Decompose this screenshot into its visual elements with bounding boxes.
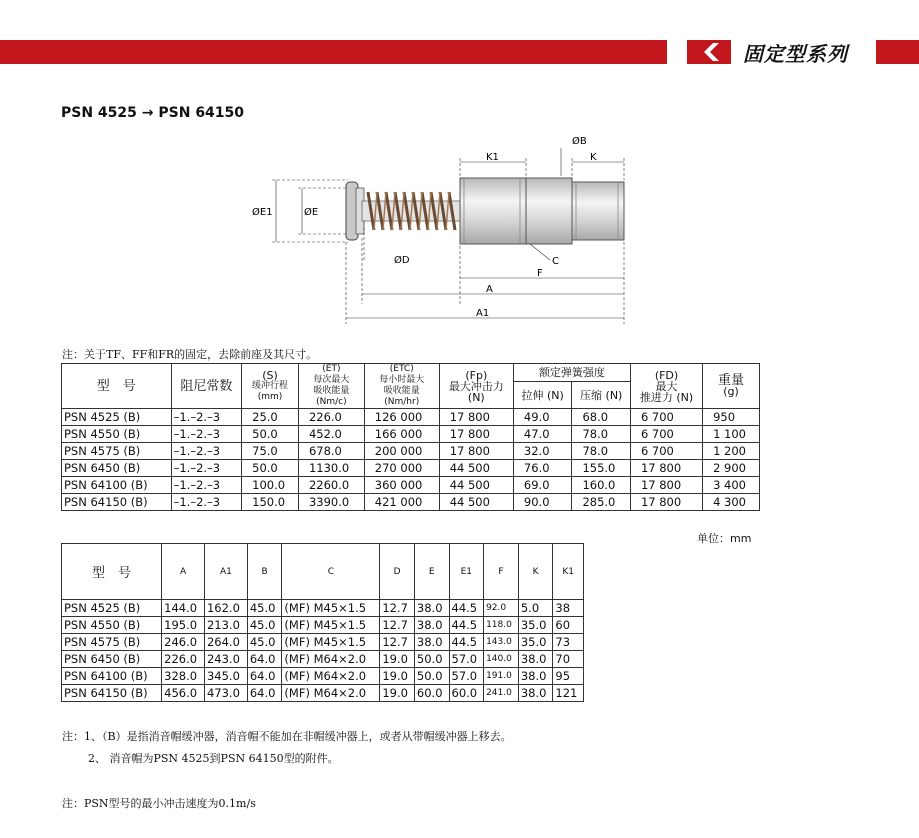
- table-cell: 6 700: [630, 443, 702, 460]
- table-cell: 1 200: [703, 443, 760, 460]
- table-cell: 44.5: [449, 600, 484, 617]
- dimension-table: [61, 543, 584, 702]
- table-cell: 421 000: [364, 494, 439, 511]
- table-cell: 78.0: [572, 443, 631, 460]
- table-cell: 345.0: [204, 668, 247, 685]
- table-cell: 70: [553, 651, 584, 668]
- table-cell: PSN 6450 (B): [62, 651, 162, 668]
- table-row: [62, 600, 584, 617]
- table-cell: 76.0: [513, 460, 572, 477]
- table-cell: 166 000: [364, 426, 439, 443]
- table-cell: 140.0: [484, 651, 519, 668]
- table-cell: (MF) M45×1.5: [282, 617, 380, 634]
- model-range-title: PSN 4525 → PSN 64150: [61, 105, 245, 121]
- table-cell: 47.0: [513, 426, 572, 443]
- label-a1: A1: [476, 308, 490, 319]
- column-header: K: [518, 544, 553, 600]
- table-cell: 38.0: [414, 600, 449, 617]
- table-cell: 73: [553, 634, 584, 651]
- table-cell: (MF) M45×1.5: [282, 600, 380, 617]
- table-cell: 3390.0: [298, 494, 364, 511]
- table-cell: 45.0: [247, 617, 282, 634]
- col-spring: 额定弹簧强度: [513, 364, 630, 382]
- table-cell: 17 800: [439, 426, 513, 443]
- col-fp: (Fp) 最大冲击力 (N): [439, 364, 513, 409]
- table-cell: (MF) M45×1.5: [282, 634, 380, 651]
- table-cell: 38: [553, 600, 584, 617]
- table-cell: –1.–2.–3: [171, 477, 242, 494]
- table-cell: PSN 4525 (B): [62, 600, 162, 617]
- table-cell: 270 000: [364, 460, 439, 477]
- table-cell: 264.0: [204, 634, 247, 651]
- table-cell: 160.0: [572, 477, 631, 494]
- table-cell: PSN 64100 (B): [62, 668, 162, 685]
- table-cell: 12.7: [380, 600, 415, 617]
- col-weight: 重量 (g): [703, 364, 760, 409]
- table-cell: 44.5: [449, 634, 484, 651]
- table-cell: 60.0: [414, 685, 449, 702]
- table-cell: 45.0: [247, 600, 282, 617]
- col-spring-ext: 拉伸 (N): [513, 382, 572, 409]
- table-cell: PSN 64150 (B): [62, 685, 162, 702]
- label-d: ØD: [394, 255, 410, 266]
- column-header: D: [380, 544, 415, 600]
- table-cell: 38.0: [518, 685, 553, 702]
- table-cell: 143.0: [484, 634, 519, 651]
- table-row: [62, 634, 584, 651]
- table-cell: 452.0: [298, 426, 364, 443]
- table-cell: 57.0: [449, 651, 484, 668]
- table-cell: 150.0: [242, 494, 299, 511]
- table-cell: 285.0: [572, 494, 631, 511]
- col-model: 型 号: [62, 364, 172, 409]
- table-cell: (MF) M64×2.0: [282, 685, 380, 702]
- col-damping: 阻尼常数: [171, 364, 242, 409]
- table-cell: PSN 4575 (B): [62, 634, 162, 651]
- table-cell: 243.0: [204, 651, 247, 668]
- table-cell: 144.0: [162, 600, 205, 617]
- table-cell: 60.0: [449, 685, 484, 702]
- table-cell: 456.0: [162, 685, 205, 702]
- col-spring-comp: 压缩 (N): [572, 382, 631, 409]
- table-cell: 45.0: [247, 634, 282, 651]
- table-cell: 68.0: [572, 409, 631, 426]
- table-cell: PSN 64150 (B): [62, 494, 172, 511]
- table-cell: 50.0: [414, 668, 449, 685]
- label-e1: ØE1: [252, 207, 273, 218]
- column-header: 型 号: [62, 544, 162, 600]
- table-cell: 241.0: [484, 685, 519, 702]
- table-cell: 35.0: [518, 634, 553, 651]
- table-cell: 64.0: [247, 668, 282, 685]
- table-row: [62, 443, 760, 460]
- table-cell: 1 100: [703, 426, 760, 443]
- table-cell: 17 800: [439, 409, 513, 426]
- col-stroke: (S) 缓冲行程 (mm): [242, 364, 299, 409]
- table-cell: 38.0: [518, 668, 553, 685]
- table-cell: 19.0: [380, 651, 415, 668]
- chevron-left-icon: [687, 40, 731, 64]
- table-cell: 3 400: [703, 477, 760, 494]
- label-a: A: [486, 284, 493, 295]
- table-cell: 17 800: [439, 443, 513, 460]
- table-cell: 44 500: [439, 460, 513, 477]
- column-header: F: [484, 544, 519, 600]
- table-cell: 17 800: [630, 477, 702, 494]
- table-row: [62, 685, 584, 702]
- column-header: C: [282, 544, 380, 600]
- table-row: [62, 409, 760, 426]
- table-cell: 155.0: [572, 460, 631, 477]
- table-cell: 246.0: [162, 634, 205, 651]
- table-cell: 2 900: [703, 460, 760, 477]
- table-cell: 126 000: [364, 409, 439, 426]
- table-cell: PSN 6450 (B): [62, 460, 172, 477]
- unit-label: 单位：mm: [697, 532, 752, 545]
- label-k1: K1: [486, 152, 499, 163]
- table-row: [62, 651, 584, 668]
- table-cell: 191.0: [484, 668, 519, 685]
- col-etc: (ETC) 每小时最大 吸收能量 (Nm/hr): [364, 364, 439, 409]
- table-cell: 17 800: [630, 460, 702, 477]
- table-row: [62, 668, 584, 685]
- table-cell: 78.0: [572, 426, 631, 443]
- column-header: E1: [449, 544, 484, 600]
- table-cell: 60: [553, 617, 584, 634]
- table-cell: –1.–2.–3: [171, 409, 242, 426]
- table-cell: 95: [553, 668, 584, 685]
- table-cell: PSN 4550 (B): [62, 617, 162, 634]
- table-cell: 38.0: [414, 617, 449, 634]
- table-cell: 100.0: [242, 477, 299, 494]
- table-cell: 12.7: [380, 617, 415, 634]
- table-cell: 44.5: [449, 617, 484, 634]
- table-row: [62, 494, 760, 511]
- table-cell: 35.0: [518, 617, 553, 634]
- table-cell: 195.0: [162, 617, 205, 634]
- note-3: 注：PSN型号的最小冲击速度为0.1m/s: [62, 797, 256, 810]
- series-title: 固定型系列: [743, 42, 848, 66]
- performance-table: [61, 363, 760, 511]
- table-cell: 226.0: [298, 409, 364, 426]
- table-cell: PSN 4550 (B): [62, 426, 172, 443]
- table-cell: 38.0: [518, 651, 553, 668]
- table-cell: 69.0: [513, 477, 572, 494]
- note-1: 注：1、（B）是指消音帽缓冲器，消音帽不能加在非帽缓冲器上，或者从带帽缓冲器上移去。: [62, 730, 512, 743]
- table-cell: 678.0: [298, 443, 364, 460]
- table-cell: 1130.0: [298, 460, 364, 477]
- label-b: ØB: [572, 136, 587, 147]
- table-cell: 162.0: [204, 600, 247, 617]
- table-cell: 50.0: [414, 651, 449, 668]
- table-cell: 4 300: [703, 494, 760, 511]
- table-cell: 92.0: [484, 600, 519, 617]
- column-header: A: [162, 544, 205, 600]
- table-cell: 328.0: [162, 668, 205, 685]
- table-cell: 118.0: [484, 617, 519, 634]
- table-cell: 17 800: [630, 494, 702, 511]
- shock-absorber-diagram: [250, 130, 630, 334]
- table-cell: –1.–2.–3: [171, 494, 242, 511]
- table-cell: 121: [553, 685, 584, 702]
- table-cell: 5.0: [518, 600, 553, 617]
- table-cell: 75.0: [242, 443, 299, 460]
- table-cell: 38.0: [414, 634, 449, 651]
- table-cell: 19.0: [380, 668, 415, 685]
- table-cell: PSN 4525 (B): [62, 409, 172, 426]
- table-cell: (MF) M64×2.0: [282, 668, 380, 685]
- table-row: [62, 426, 760, 443]
- label-e: ØE: [304, 207, 319, 218]
- table-cell: 213.0: [204, 617, 247, 634]
- table-cell: (MF) M64×2.0: [282, 651, 380, 668]
- table-cell: 473.0: [204, 685, 247, 702]
- table-cell: 6 700: [630, 426, 702, 443]
- header-bar-left: [0, 40, 667, 64]
- label-k: K: [590, 152, 597, 163]
- table-cell: 64.0: [247, 685, 282, 702]
- col-et: (ET) 每次最大 吸收能量 (Nm/c): [298, 364, 364, 409]
- table-row: [62, 477, 760, 494]
- table-cell: 19.0: [380, 685, 415, 702]
- table-cell: PSN 4575 (B): [62, 443, 172, 460]
- column-header: A1: [204, 544, 247, 600]
- table-row: [62, 617, 584, 634]
- mounting-note: 注：关于TF、FF和FR的固定，去除前座及其尺寸。: [62, 348, 318, 361]
- table-cell: –1.–2.–3: [171, 426, 242, 443]
- table-cell: 50.0: [242, 426, 299, 443]
- table-cell: 44 500: [439, 494, 513, 511]
- table-cell: 950: [703, 409, 760, 426]
- label-f: F: [537, 268, 543, 279]
- header-bar-right: [876, 40, 919, 64]
- table-cell: 90.0: [513, 494, 572, 511]
- table-cell: 50.0: [242, 460, 299, 477]
- label-c: C: [552, 256, 559, 267]
- table-cell: 12.7: [380, 634, 415, 651]
- column-header: B: [247, 544, 282, 600]
- table-cell: PSN 64100 (B): [62, 477, 172, 494]
- table-cell: –1.–2.–3: [171, 443, 242, 460]
- table-cell: 200 000: [364, 443, 439, 460]
- column-header: K1: [553, 544, 584, 600]
- table-cell: 226.0: [162, 651, 205, 668]
- table-cell: 57.0: [449, 668, 484, 685]
- table-cell: 360 000: [364, 477, 439, 494]
- table-cell: 64.0: [247, 651, 282, 668]
- table-cell: 2260.0: [298, 477, 364, 494]
- col-fd: (FD) 最大 推进力 (N): [630, 364, 702, 409]
- table-cell: 32.0: [513, 443, 572, 460]
- table-row: [62, 460, 760, 477]
- table-cell: 6 700: [630, 409, 702, 426]
- table-cell: –1.–2.–3: [171, 460, 242, 477]
- column-header: E: [414, 544, 449, 600]
- note-2: 2、 消音帽为PSN 4525到PSN 64150型的附件。: [88, 752, 339, 765]
- table-cell: 25.0: [242, 409, 299, 426]
- table-cell: 44 500: [439, 477, 513, 494]
- table-cell: 49.0: [513, 409, 572, 426]
